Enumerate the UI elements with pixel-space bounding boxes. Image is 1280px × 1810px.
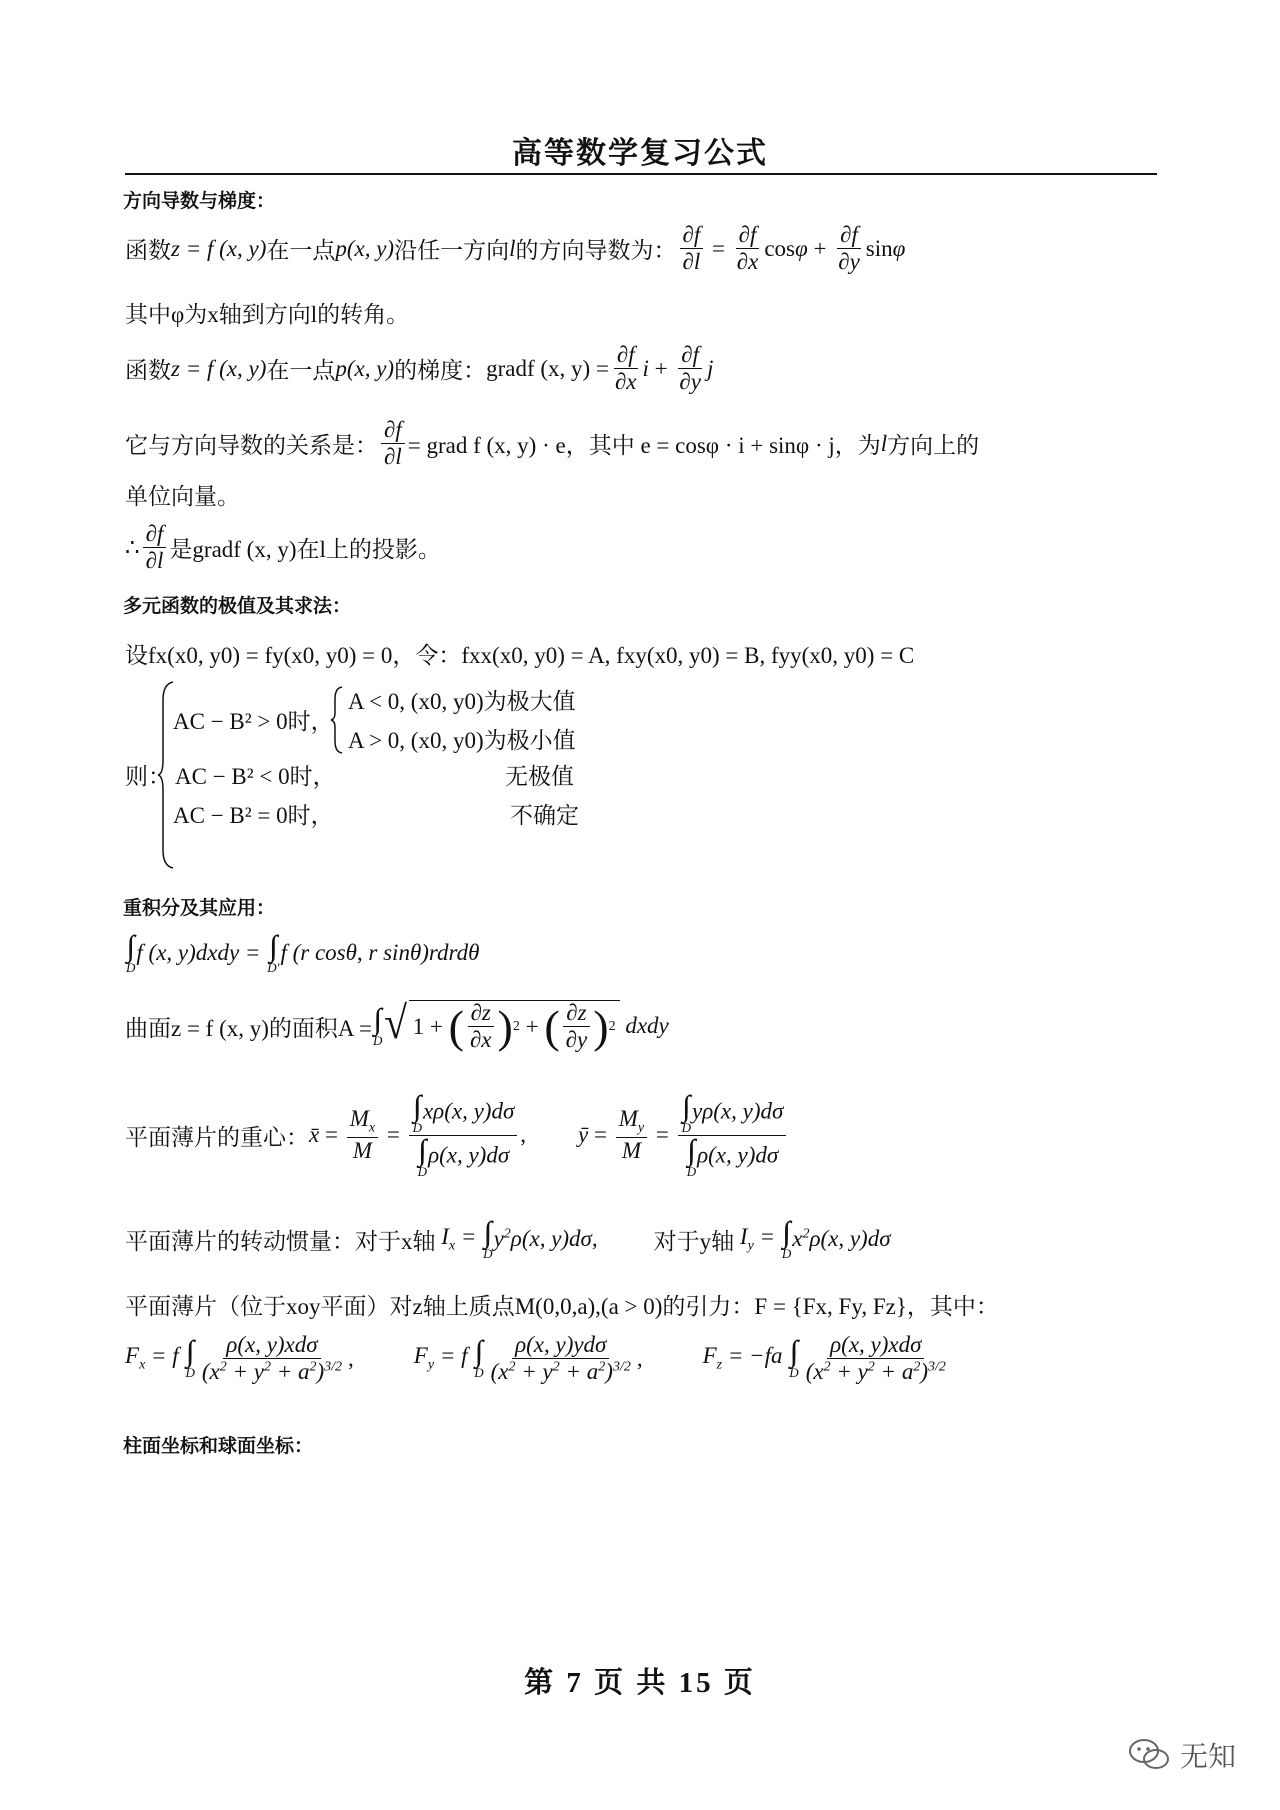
extrema-case1-condition: AC − B² > 0时，: [173, 709, 334, 734]
formula-relation: 它与方向导数的关系是： $\frac{\partial f}{\partial l}$ = grad f (x, y) · e，其中 e = cosφ · i + sinφ · j，为 l 方向上的: [125, 417, 980, 470]
page-title: 高等数学复习公式: [512, 137, 768, 170]
formula-unit-vector: 单位向量。: [125, 484, 240, 509]
formula-centroid: 平面薄片的重心： x̄ = $\frac{M_x}{M}$ = ∫∫ D xρ(x, y)dσ ∫∫ D ρ(x, y)dσ , ȳ = $\frac{M_y}{M}$ = ∫∫ D yρ(x, y)dσ ∫∫ D ρ(x, y)dσ: [125, 1093, 789, 1177]
extrema-case1a: A < 0, (x0, y0)为极大值: [348, 689, 576, 714]
section-heading-integral: 重积分及其应用：: [123, 897, 276, 919]
formula-surface-area: 曲面z = f (x, y)的面积A = ∫∫ D √ 1 + ( $\frac{\partial z}{\partial x}$ ) 2 + ( $\frac{\partial z}{\partial y}$ ) 2 dxdy: [125, 997, 669, 1053]
formula-angle-note: 其中φ为x轴到方向l的转角。: [125, 302, 410, 327]
formula-gravitation: 平面薄片（位于xoy平面）对z轴上质点M(0,0,a),(a > 0)的引力：F = {Fx, Fy, Fz}，其中：: [125, 1294, 999, 1319]
title-underline: [125, 173, 1157, 175]
extrema-case2-result: 无极值: [505, 764, 574, 789]
wechat-icon: [1128, 1737, 1172, 1773]
formula-directional-derivative: 函数 z = f (x, y) 在一点 p(x, y) 沿任一方向 l 的方向导数为： $\frac{\partial f}{\partial l}$ = $\frac{\partial f}{\partial x}$ cosφ + $\frac{\partial f}{\partial y}$ sinφ: [125, 222, 906, 275]
formula-moment-of-inertia: 平面薄片的转动惯量：对于x轴 $I_x$ = ∫∫ D $y^2\rho(x$, y)dσ, 对于y轴 $I_y$ = ∫∫ D $x^2\rho(x$, y)dσ: [125, 1216, 891, 1261]
formula-gradient: 函数 z = f (x, y) 在一点 p(x, y) 的梯度： gradf (x, y) = $\frac{\partial f}{\partial x}$ i + $\frac{\partial f}{\partial y}$ j: [125, 342, 714, 395]
formula-extrema-setup: 设fx(x0, y0) = fy(x0, y0) = 0，令：fxx(x0, y0) = A, fxy(x0, y0) = B, fyy(x0, y0) = C: [125, 643, 915, 668]
watermark-text: 无知: [1180, 1740, 1237, 1773]
section-heading-coordinates: 柱面坐标和球面坐标：: [123, 1435, 314, 1457]
formula-force-components: $F_x = f$ ∫∫ D $\frac{\text{ρ(x, y)xdσ}}{(x^2 + y^2 + a^2)^{3/2}}$ , $F_y = f$ ∫∫ D $\frac{\text{ρ(x, y)ydσ}}{(x^2 + y^2 + a^2)^{3/2}}$ , $F_z = -fa$ ∫∫ D $\frac{\text{ρ(x, y)xdσ}}{(x^2 + y^2 + a^2)^{3/2}}$: [125, 1332, 946, 1385]
small-brace-icon: [330, 685, 344, 755]
watermark: [1128, 1735, 1236, 1775]
extrema-case3-condition: AC − B² = 0时，: [173, 803, 334, 828]
extrema-case3-result: 不确定: [510, 803, 579, 828]
extrema-case1b: A > 0, (x0, y0)为极小值: [348, 728, 576, 753]
section-heading-directional: 方向导数与梯度：: [123, 190, 276, 212]
section-heading-extrema: 多元函数的极值及其求法：: [123, 595, 352, 617]
formula-polar-integral: ∫∫ D f (x, y)dxdy = ∫∫ D′ f (r cosθ, r sinθ)rdrdθ: [126, 930, 480, 975]
extrema-then-label: 则：: [125, 764, 171, 789]
extrema-case2-condition: AC − B² < 0时，: [175, 764, 336, 789]
page-footer: 第 7 页 共 15 页: [524, 1667, 756, 1699]
formula-projection: ∴ $\frac{\partial f}{\partial l}$ 是gradf (x, y)在l上的投影。: [125, 521, 441, 574]
